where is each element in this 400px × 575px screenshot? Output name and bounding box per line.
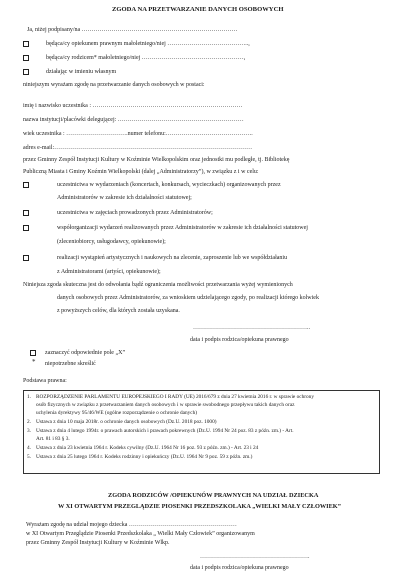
checkbox-purpose-coorganization[interactable] (23, 225, 29, 231)
checkbox-guardian[interactable] (23, 41, 29, 47)
field-institution: nazwa instytucji/placówki delegującej: ……………………………………………………… (23, 117, 244, 123)
checkbox-purpose-classes[interactable] (23, 210, 29, 216)
option-parent: będąca/cy rodzicem* małoletniego/niej ……………………………………………, (46, 55, 246, 61)
purpose-coorganization-line1: współorganizacji wydarzeń realizowanych przez Administratorów w zakresie ich działalności statutowej (57, 225, 308, 231)
checkbox-legend-icon (30, 350, 36, 356)
checkbox-purpose-events[interactable] (23, 182, 29, 188)
field-email: adres e-mail:……………………………………………………………………………………… (23, 145, 253, 151)
option-self: działając w imieniu własnym (46, 69, 117, 75)
validity-paragraph-line2: danych osobowych przez Administratorów, za wnioskiem udzielającego zgody, po realizacji którego kolwiek (57, 295, 319, 301)
consent-intro: niniejszym wyrażam zgodę na przetwarzanie danych osobowych w postaci: (23, 82, 205, 88)
title-participation-line1: ZGODA RODZICÓW /OPIEKUNÓW PRAWNYCH NA UDZIAŁ DZIECKA (108, 492, 319, 499)
legal-item-line: osób fizycznych w związku z przetwarzaniem danych osobowych i w sprawie swobodnego przepływu takich danych oraz (36, 402, 295, 408)
legal-item-line: Art. 81 i 83 § 3. (36, 436, 70, 442)
purpose-events-line2: Administratorów w zakresie ich działalności statutowej; (57, 195, 192, 201)
signer-line: Ja, niżej podpisany/na …………………………………………………………………… (27, 27, 238, 33)
title-consent: ZGODA NA PRZETWARZANIE DANYCH OSOBOWYCH (112, 6, 284, 13)
participation-line2: w XI Otwartym Przeglądzie Piosenki Przedszkolaka „ Wielki Mały Człowiek” organizowanym (26, 531, 255, 537)
legal-item-line: Ustawa z dnia 10 maja 2018r. o ochronie danych osobowych (Dz.U. 2018 poz. 1000) (36, 419, 217, 425)
legal-item-number: 3. (27, 428, 31, 434)
legal-basis-box (23, 390, 380, 474)
legal-item-number: 1. (27, 394, 31, 400)
legal-item-number: 5. (27, 454, 31, 460)
legal-item-number: 2. (27, 419, 31, 425)
participation-line3: przez Gminny Zespół Instytucji Kultury w Koźminie Wlkp. (26, 540, 170, 546)
admin-paragraph-line2: Publiczną Miasta i Gminy Koźmin Wielkopolski (dalej „Administratorzy”), w związku z i w celu: (23, 169, 259, 175)
signature-dots-2: ………………………………………………. (200, 554, 310, 560)
legal-item-line: uchylenia dyrektywy 95/46/WE (ogólne rozporządzenie o ochronie danych) (36, 410, 198, 416)
purpose-performances-line2: z Administratorami (artyści, opiekunowie); (57, 269, 161, 275)
purpose-performances-line1: realizacji wystąpień artystycznych i naukowych na zlecenie, zaproszenie lub we współdziałaniu (57, 255, 288, 261)
legal-item-line: Ustawa z dnia 23 kwietnia 1964 r. Kodeks cywilny (Dz.U. 1964 Nr 16 poz. 93 z późn. zm.) - Art. 23 i 24 (36, 445, 259, 451)
checkbox-parent[interactable] (23, 55, 29, 61)
title-participation-line2: W XI OTWARTYM PRZEGLĄDZIE PIOSENKI PRZEDSZKOLAKA „WIELKI MAŁY CZŁOWIEK” (58, 503, 341, 510)
legal-item-line: Ustawa z dnia 25 lutego 1964 r. Kodeks rodzinny i opiekuńczy (Dz.U. 1964 Nr 9 poz. 59 z późn. zm.) (36, 454, 253, 460)
field-participant-name: imię i nazwisko uczestnika : ………………………………………………………………… (23, 103, 243, 109)
validity-paragraph-line1: Niniejsza zgoda skuteczna jest do odwołania bądź ograniczenia możliwości przetwarzania wyżej wymienionych (23, 282, 293, 288)
option-guardian: będąca/cy opiekunem prawnym małoletniego/niej ………………………………….., (46, 41, 250, 47)
signature-dots-1: ………………………………………………….. (193, 325, 310, 331)
asterisk-icon: * (32, 358, 36, 366)
signature-label-2: data i podpis rodzica/opiekuna prawnego (190, 565, 289, 571)
checkbox-self[interactable] (23, 69, 29, 75)
note-mark-x: zaznaczyć odpowiednie pole „X” (45, 350, 126, 356)
purpose-classes: uczestnictwa w zajęciach prowadzonych przez Administratorów; (57, 210, 213, 216)
note-strike: niepotrzebne skreślić (45, 361, 96, 367)
admin-paragraph-line1: przez Gminny Zespół Instytucji Kultury w Koźminie Wielkopolskim oraz jednostki mu podległe, tj. Bibliotekę (23, 157, 290, 163)
signature-label-1: data i podpis rodzica/opiekuna prawnego (190, 337, 289, 343)
purpose-coorganization-line2: (zleceniobiorcy, usługodawcy, opiekunowie); (57, 239, 166, 245)
field-age-phone: wiek uczestnika : ………………………….numer telefonu:…………………………………….. (23, 131, 253, 137)
legal-item-line: ROZPORZĄDZENIE PARLAMENTU EUROPEJSKIEGO I RADY (UE) 2016/679 z dnia 27 kwietnia 2016 r. w sprawie ochrony (36, 394, 314, 400)
checkbox-purpose-performances[interactable] (23, 255, 29, 261)
purpose-events-line1: uczestnictwa w wydarzeniach (koncertach, konkursach, wycieczkach) organizowanych przez (57, 182, 281, 188)
validity-paragraph-line3: z powyższych celów, dla których została uzyskana. (57, 308, 180, 314)
legal-item-line: Ustawa z dnia 4 lutego 1994r. o prawach autorskich i prawach pokrewnych (Dz.U. 1994 Nr 24 poz. 83 z późn. zm.) - Art. (36, 428, 294, 434)
legal-basis-title: Podstawa prawna: (23, 378, 67, 384)
participation-line1: Wyrażam zgodę na udział mojego dziecka ……………………………………………… (26, 522, 237, 528)
legal-item-number: 4. (27, 445, 31, 451)
